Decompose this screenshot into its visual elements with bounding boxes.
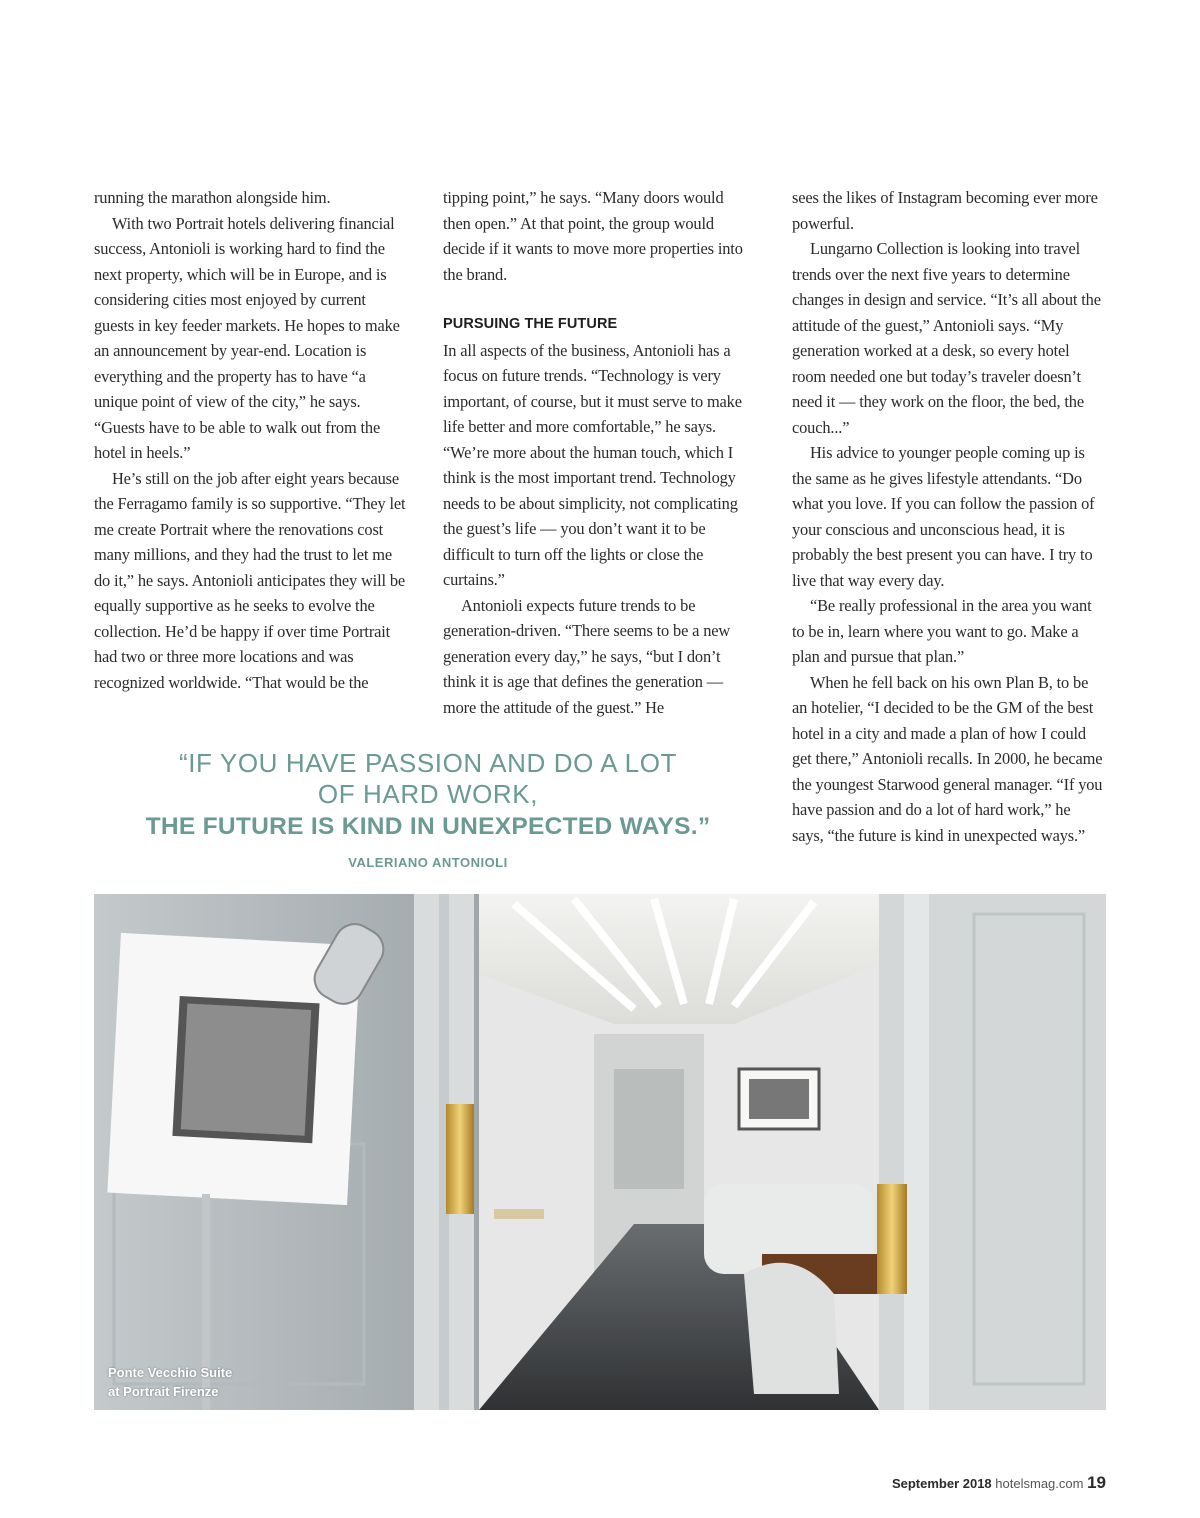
- paragraph: “Be really professional in the area you want to be in, learn where you want to go. Make a plan and pursue that plan.”: [792, 596, 1092, 666]
- article-column-3: [792, 185, 1104, 848]
- caption-line: Ponte Vecchio Suite: [108, 1365, 233, 1380]
- paragraph: Antonioli expects future trends to be generation-driven. “There seems to be a new generation every day,” he says, “but I don’t think it is age that defines the generation — more the attitude of the guest.” He: [443, 595, 731, 717]
- paragraph: When he fell back on his own Plan B, to be an hotelier, “I decided to be the GM of the best hotel in a city and made a plan of how I could get there,” Antonioli recalls. In 2000, he became the youngest Starwood general manager. “If you have passion and do a lot of hard work,” he says, “the future is kind in unexpected ways.”: [792, 672, 1103, 845]
- paragraph: His advice to younger people coming up is the same as he gives lifestyle attendants. “Do what you love. If you can follow the passion of your conscious and unconscious head, it is probably the best present you can have. I try to live that way every day.: [792, 443, 1095, 590]
- pull-quote-attribution: VALERIANO ANTONIOLI: [348, 855, 508, 870]
- suite-photo-illustration: [94, 894, 1106, 1410]
- caption-line: at Portrait Firenze: [108, 1384, 219, 1399]
- page-number: 19: [1087, 1473, 1106, 1492]
- page-footer: [892, 1474, 1106, 1493]
- photo-caption: [108, 1363, 232, 1401]
- pull-quote-line: “IF YOU HAVE PASSION AND DO A LOT: [178, 748, 678, 778]
- paragraph: In all aspects of the business, Antonioli has a focus on future trends. “Technology is very important, of course, but it must serve to make life better and more comfortable,” he says. “We’re more about the human touch, which I think is the most important trend. Technology needs to be about simplicity, not complicating the guest’s life — you don’t want it to be difficult to turn off the lights or close the curtains.”: [443, 340, 742, 589]
- paragraph: With two Portrait hotels delivering financial success, Antonioli is working hard to find the next property, which will be in Europe, and is considering cities most enjoyed by current guests in key feeder markets. He hopes to make an announcement by year-end. Location is everything and the property has to have “a unique point of view of the city,” he says. “Guests have to be able to walk out from the hotel in heels.”: [94, 213, 400, 462]
- hotel-suite-photo: [94, 894, 1106, 1410]
- pull-quote-line: OF HARD WORK,: [317, 779, 539, 809]
- paragraph: tipping point,” he says. “Many doors would then open.” At that point, the group would decide if it wants to move more properties into the brand.: [443, 188, 743, 284]
- pull-quote-emphasis: THE FUTURE IS KIND IN UNEXPECTED WAYS.”: [145, 813, 711, 840]
- site-url: hotelsmag.com: [995, 1476, 1084, 1491]
- section-subhead: PURSUING THE FUTURE: [443, 316, 618, 332]
- article-column-1: [94, 185, 406, 695]
- article-column-2: [443, 185, 755, 720]
- paragraph: Lungarno Collection is looking into travel trends over the next five years to determine changes in design and service. “It’s all about the attitude of the guest,” Antonioli says. “My generation worked at a desk, so every hotel room needed one but today’s traveler doesn’t need it — they work on the floor, the bed, the couch...”: [792, 239, 1101, 437]
- pull-quote: [110, 748, 746, 870]
- paragraph: running the marathon alongside him.: [94, 188, 331, 207]
- issue-date: September 2018: [891, 1476, 992, 1491]
- paragraph: sees the likes of Instagram becoming ever more powerful.: [792, 188, 1098, 233]
- paragraph: He’s still on the job after eight years because the Ferragamo family is so supportive. “They let me create Portrait where the renovations cost many millions, and they had the trust to let me do it,” he says. Antonioli anticipates they will be equally supportive as he seeks to evolve the collection. He’d be happy if over time Portrait had two or three more locations and was recognized worldwide. “That would be the: [94, 468, 406, 692]
